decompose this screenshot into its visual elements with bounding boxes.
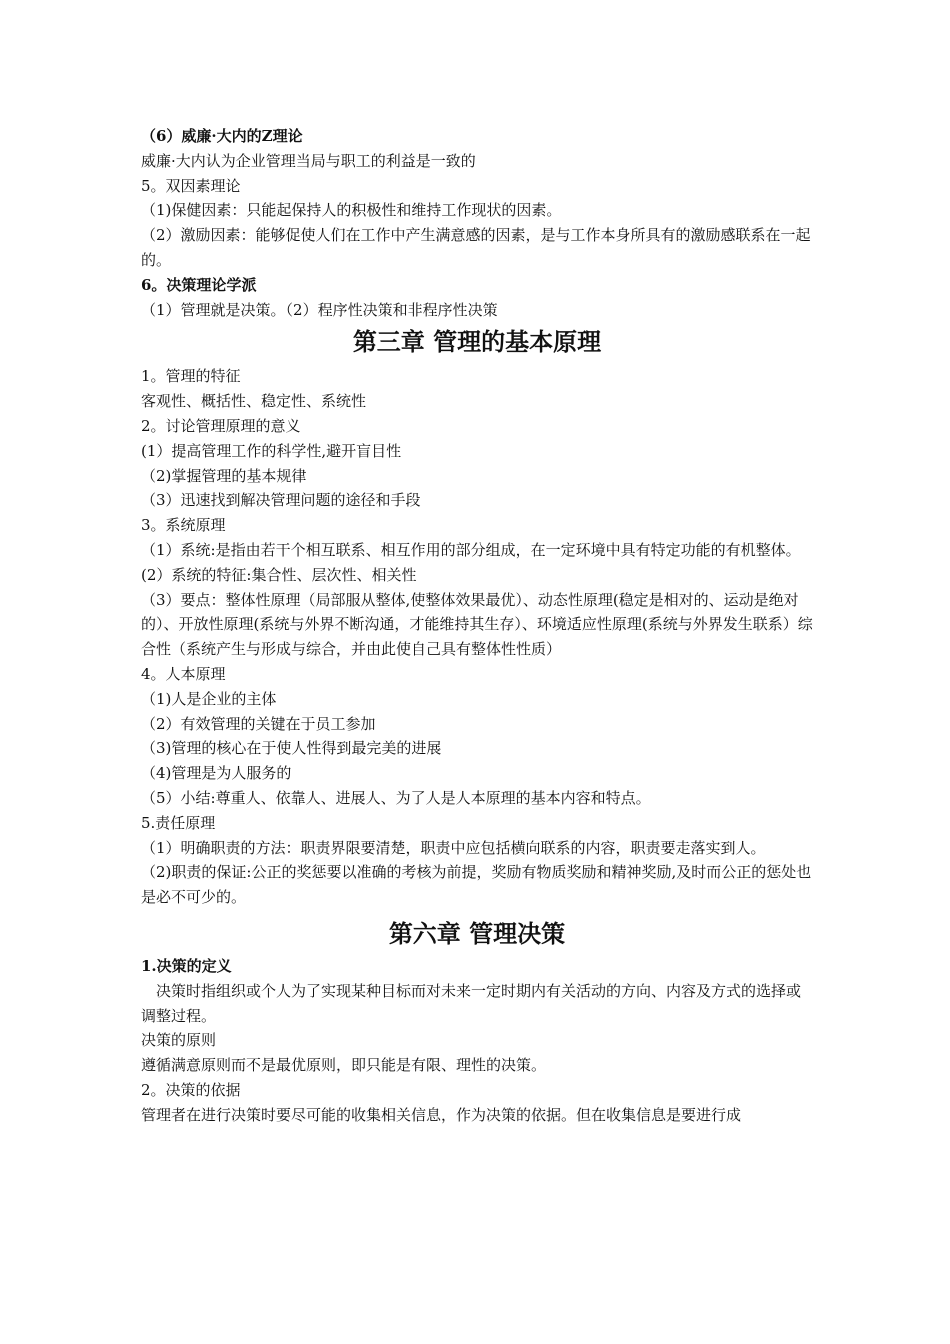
paragraph: （1）明确职责的方法：职责界限要清楚，职责中应包括横向联系的内容，职责要走落实到人。 — [141, 838, 766, 857]
heading-z-theory: （6）威廉·大内的Z理论 — [141, 127, 303, 145]
paragraph: 威廉·大内认为企业管理当局与职工的利益是一致的 — [141, 151, 476, 170]
paragraph: （1）管理就是决策。（2）程序性决策和非程序性决策 — [141, 300, 498, 319]
paragraph: （5）小结:尊重人、依靠人、进展人、为了人是人本原理的基本内容和特点。 — [141, 788, 651, 807]
paragraph: 决策时指组织或个人为了实现某种目标而对未来一定时期内有关活动的方向、内容及方式的选择或调整过程。 — [141, 981, 802, 1025]
paragraph: （3)管理的核心在于使人性得到最完美的进展 — [141, 739, 442, 758]
paragraph: （2)掌握管理的基本规律 — [141, 466, 307, 485]
paragraph: （1)保健因素：只能起保持人的积极性和维持工作现状的因素。 — [141, 201, 562, 220]
heading-human-principle: 4。人本原理 — [141, 664, 226, 683]
heading-management-features: 1。管理的特征 — [141, 367, 241, 386]
paragraph: （3）要点：整体性原理（局部服从整体,使整体效果最优）、动态性原理(稳定是相对的、运动是绝对的）、开放性原理(系统与外界不断沟通，才能维持其生存）、环境适应性原理(系统与外界发生联系）综合性（系统产生与形成与综合，并由此使自己具有整体性性质） — [141, 590, 813, 659]
paragraph: (1）提高管理工作的科学性,避开盲目性 — [141, 441, 402, 460]
heading-responsibility-principle: 5.责任原理 — [141, 813, 216, 832]
document-body — [141, 124, 813, 1127]
paragraph: (2）系统的特征:集合性、层次性、相关性 — [141, 565, 417, 584]
paragraph: （2)职责的保证:公正的奖惩要以准确的考核为前提，奖励有物质奖励和精神奖励,及时而公正的惩处也是必不可少的。 — [141, 863, 812, 907]
heading-principle-significance: 2。讨论管理原理的意义 — [141, 416, 301, 435]
paragraph: （3）迅速找到解决管理问题的途径和手段 — [141, 491, 421, 510]
heading-decision-principle: 决策的原则 — [141, 1031, 217, 1050]
paragraph: （4)管理是为人服务的 — [141, 764, 292, 783]
chapter-title-6: 第六章 管理决策 — [388, 919, 566, 948]
paragraph: 管理者在进行决策时要尽可能的收集相关信息，作为决策的依据。但在收集信息是要进行成 — [141, 1105, 742, 1124]
heading-two-factor-theory: 5。双因素理论 — [141, 176, 241, 195]
heading-decision-basis: 2。决策的依据 — [141, 1080, 241, 1099]
paragraph: （2）有效管理的关键在于员工参加 — [141, 714, 376, 733]
heading-system-principle: 3。系统原理 — [141, 516, 226, 535]
paragraph: （1）系统:是指由若干个相互联系、相互作用的部分组成，在一定环境中具有特定功能的有机整体。 — [141, 540, 801, 559]
paragraph: （2）激励因素：能够促使人们在工作中产生满意感的因素，是与工作本身所具有的激励感联系在一起的。 — [141, 226, 811, 269]
heading-decision-definition: 1.决策的定义 — [141, 956, 232, 975]
paragraph: 客观性、概括性、稳定性、系统性 — [141, 392, 367, 411]
paragraph: 遵循满意原则而不是最优原则，即只能是有限、理性的决策。 — [141, 1056, 547, 1075]
heading-decision-school: 6。决策理论学派 — [141, 275, 257, 294]
chapter-title-3: 第三章 管理的基本原理 — [352, 328, 602, 357]
paragraph: （1)人是企业的主体 — [141, 689, 277, 708]
